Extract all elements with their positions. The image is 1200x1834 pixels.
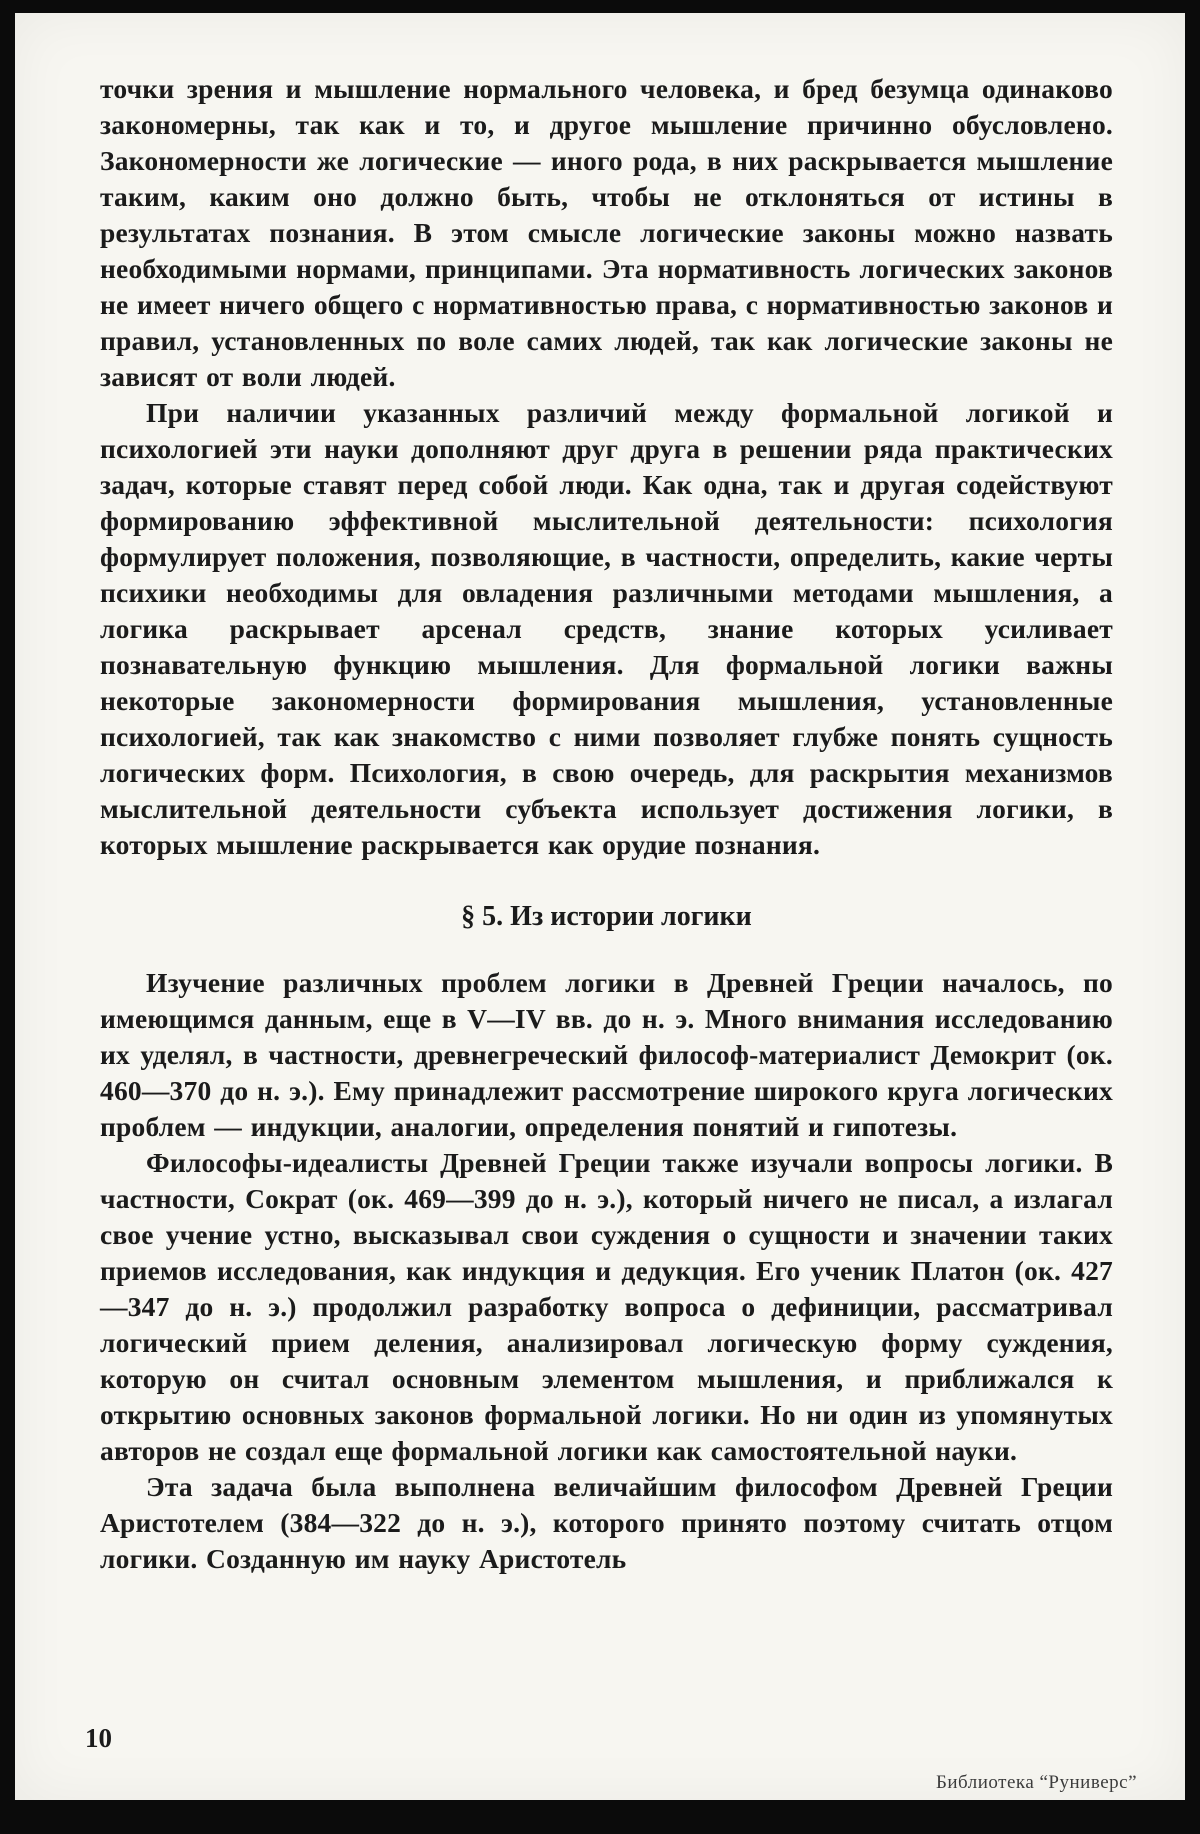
library-watermark: Библиотека “Руниверс” — [935, 1772, 1137, 1793]
paragraph-5: Эта задача была выполнена величайшим философом Древней Греции Аристотелем (384—322 до н. э.), которого принято поэтому считать отцом логики. Созданную им науку Аристотель — [100, 1471, 1113, 1574]
paragraph-2: При наличии указанных различий между формальной логикой и психологией эти науки дополняют друг друга в решении ряда практических задач, которые ставят перед собой люди. Как одна, так и другая содействуют формированию эффективной мыслительной деятельности: психология формулирует положения, позволяющие, в частности, определить, какие черты психики необходимы для овладения различными методами мышления, а логика раскрывает арсенал средств, знание которых усиливает познавательную функцию мышления. Для формальной логики важны некоторые закономерности формирования мышления, установленные психологией, так как знакомство с ними позволяет глубже понять сущность логических форм. Психология, в свою очередь, для раскрытия механизмов мыслительной деятельности субъекта использует достижения логики, в которых мышление раскрывается как орудие познания. — [100, 397, 1113, 860]
paragraph-3: Изучение различных проблем логики в Древней Греции началось, по имеющимся данным, еще в V—IV вв. до н. э. Много внимания исследованию их уделял, в частности, древнегреческий философ-материалист Демокрит (ок. 460—370 до н. э.). Ему принадлежит рассмотрение широкого круга логических проблем — индукции, аналогии, определения понятий и гипотезы. — [100, 967, 1113, 1142]
section-heading: § 5. Из истории логики — [461, 901, 752, 932]
paragraph-4: Философы-идеалисты Древней Греции также изучали вопросы логики. В частности, Сократ (ок. 469—399 до н. э.), который ничего не писал, а излагал свое учение устно, высказывал свои суждения о сущности и значении таких приемов исследования, как индукция и дедукция. Его ученик Платон (ок. 427—347 до н. э.) продолжил разработку вопроса о дефиниции, рассматривал логический прием деления, анализировал логическую форму суждения, которую он считал основным элементом мышления, и приближался к открытию основных законов формальной логики. Но ни один из упомянутых авторов не создал еще формальной логики как самостоятельной науки. — [100, 1147, 1113, 1466]
body-text — [100, 71, 1113, 1577]
paragraph-1: точки зрения и мышление нормального человека, и бред безумца одинаково закономерны, так как и то, и другое мышление причинно обусловлено. Закономерности же логические — иного рода, в них раскрывается мышление таким, каким оно должно быть, чтобы не отклоняться от истины в результатах познания. В этом смысле логические законы можно назвать необходимыми нормами, принципами. Эта нормативность логических законов не имеет ничего общего с нормативностью права, с нормативностью законов и правил, установленных по воле самих людей, так как логические законы не зависят от воли людей. — [100, 73, 1113, 392]
page-number: 10 — [85, 1723, 112, 1753]
book-page — [15, 13, 1185, 1800]
